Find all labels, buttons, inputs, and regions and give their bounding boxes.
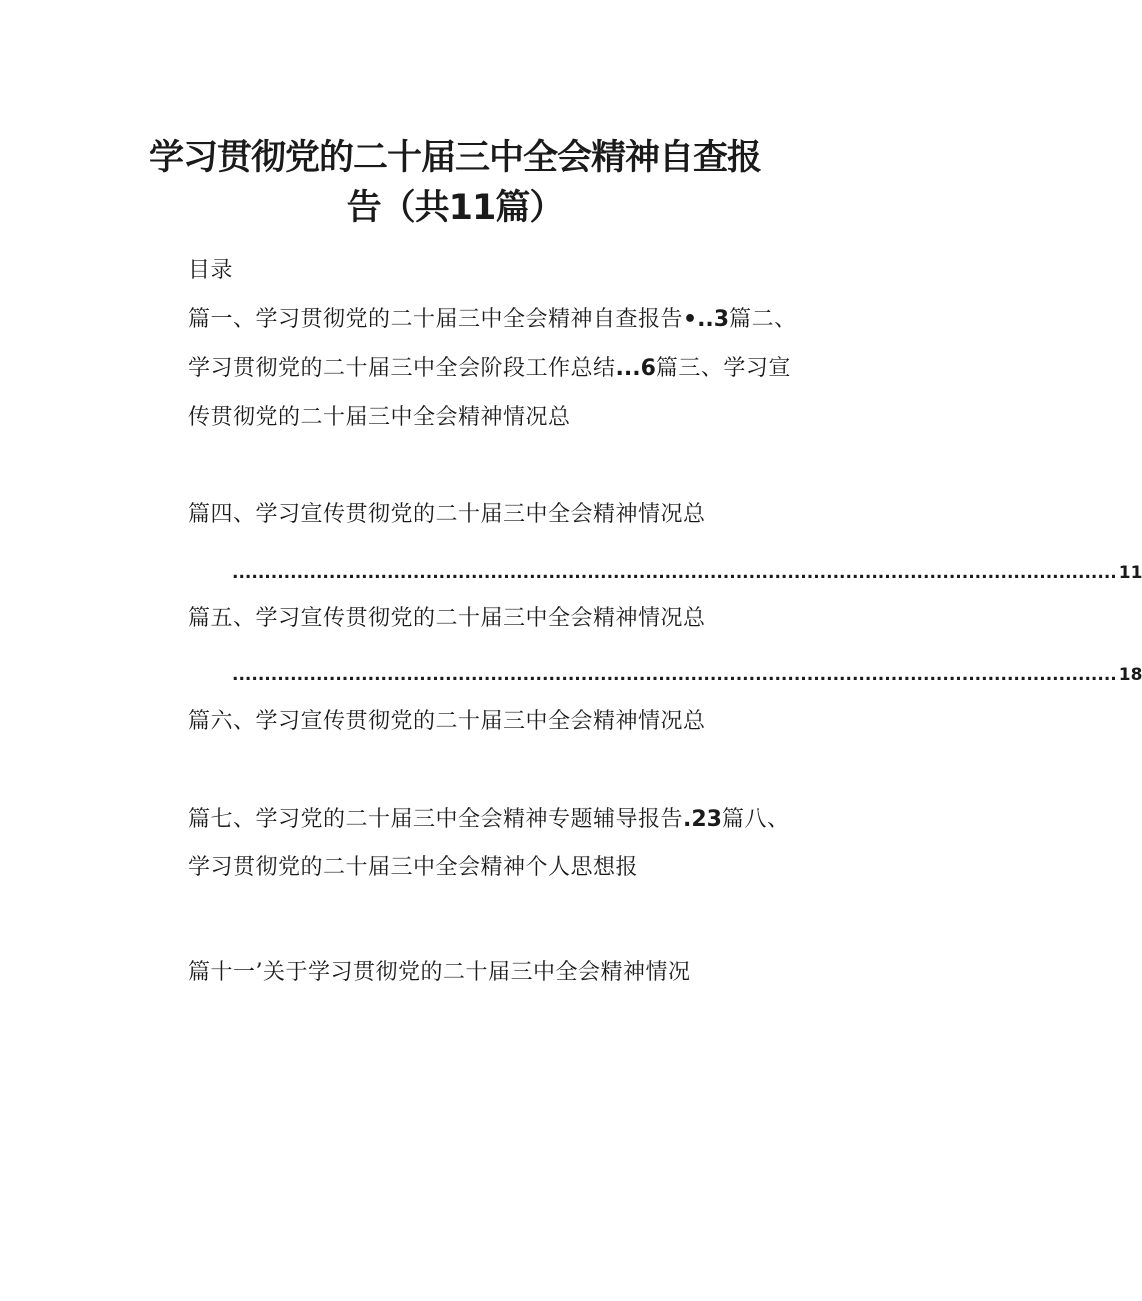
toc-row-2-text: 学习贯彻党的二十届三中全会阶段工作总结 bbox=[188, 356, 616, 381]
toc-row-1-text: 篇一、学习贯彻党的二十届三中全会精神自查报告 bbox=[188, 307, 684, 332]
document-title-line-2: 告（共11篇） bbox=[346, 188, 564, 228]
toc-row-5-page-line bbox=[232, 663, 1142, 687]
toc-row-1-leader: •.. bbox=[683, 307, 714, 332]
toc-row-2-page: 6 bbox=[640, 356, 656, 381]
toc-row-2-leader: ... bbox=[615, 356, 641, 381]
dot-leader: ......................................................................................................................................... bbox=[232, 665, 1117, 685]
toc-row-7-text: 篇七、学习党的二十届三中全会精神专题辅导报告 bbox=[188, 807, 684, 832]
toc-row-2-tail: 篇三、学习宣 bbox=[655, 356, 791, 381]
toc-row-7-page: 23 bbox=[691, 807, 722, 832]
toc-row-5: 篇五、学习宣传贯彻党的二十届三中全会精神情况总 bbox=[188, 606, 706, 631]
toc-row-4: 篇四、学习宣传贯彻党的二十届三中全会精神情况总 bbox=[188, 502, 706, 527]
toc-row-2 bbox=[188, 354, 791, 384]
toc-row-7-leader: . bbox=[683, 807, 692, 832]
toc-row-5-page: 18 bbox=[1118, 665, 1142, 685]
toc-row-7 bbox=[188, 805, 790, 835]
toc-row-6: 篇六、学习宣传贯彻党的二十届三中全会精神情况总 bbox=[188, 709, 706, 734]
toc-row-3: 传贯彻党的二十届三中全会精神情况总 bbox=[188, 405, 571, 430]
toc-row-9: 篇十一’关于学习贯彻党的二十届三中全会精神情况 bbox=[188, 960, 691, 985]
toc-row-1 bbox=[188, 305, 797, 335]
toc-row-1-page: 3 bbox=[713, 307, 730, 332]
toc-row-4-page-line bbox=[232, 561, 1142, 585]
dot-leader: ......................................................................................................................................... bbox=[232, 563, 1117, 583]
toc-row-4-page: 11 bbox=[1118, 563, 1142, 583]
document-title-line-1: 学习贯彻党的二十届三中全会精神自查报 bbox=[148, 138, 761, 178]
toc-row-8: 学习贯彻党的二十届三中全会精神个人思想报 bbox=[188, 855, 639, 880]
toc-row-1-tail: 篇二、 bbox=[729, 307, 797, 332]
toc-heading: 目录 bbox=[188, 258, 234, 283]
toc-row-7-tail: 篇八、 bbox=[722, 807, 790, 832]
